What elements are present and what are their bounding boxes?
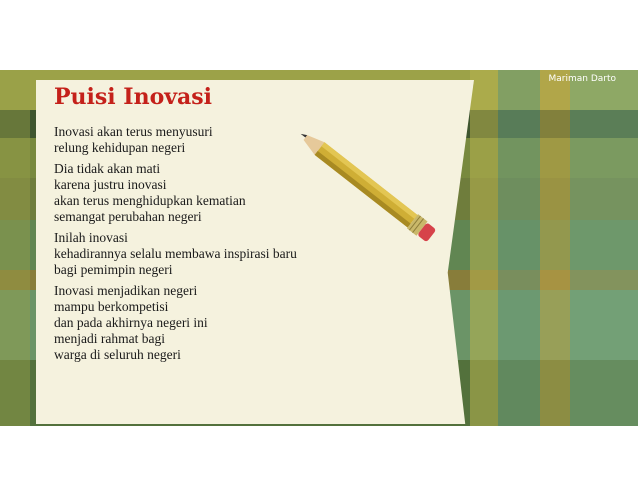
poem-line: karena justru inovasi — [54, 177, 167, 192]
poem-line: mampu berkompetisi — [54, 299, 169, 314]
poem-line: Inovasi menjadikan negeri — [54, 283, 198, 298]
poem-line: semangat perubahan negeri — [54, 209, 202, 224]
poem-line: Dia tidak akan mati — [54, 161, 161, 176]
background-band — [570, 70, 638, 426]
poem-line: menjadi rahmat bagi — [54, 331, 165, 346]
poem-line: dan pada akhirnya negeri ini — [54, 315, 208, 330]
poem-line: Inilah inovasi — [54, 230, 128, 245]
poem-line: bagi pemimpin negeri — [54, 262, 173, 277]
poem-line: warga di seluruh negeri — [54, 347, 181, 362]
poem-line: akan terus menghidupkan kematian — [54, 193, 246, 208]
author-name: Mariman Darto — [548, 74, 616, 84]
poem-line: Inovasi akan terus menyusuri — [54, 124, 213, 139]
poem-line: kehadirannya selalu membawa inspirasi baru — [54, 246, 297, 261]
background-band — [498, 70, 540, 426]
background-band — [0, 70, 30, 426]
poem-line: relung kehidupan negeri — [54, 140, 186, 155]
stanza-4 — [54, 283, 374, 363]
background-band — [540, 70, 570, 426]
background-band — [470, 70, 498, 426]
pencil-icon — [280, 118, 460, 258]
poem-title: Puisi Inovasi — [54, 84, 213, 110]
